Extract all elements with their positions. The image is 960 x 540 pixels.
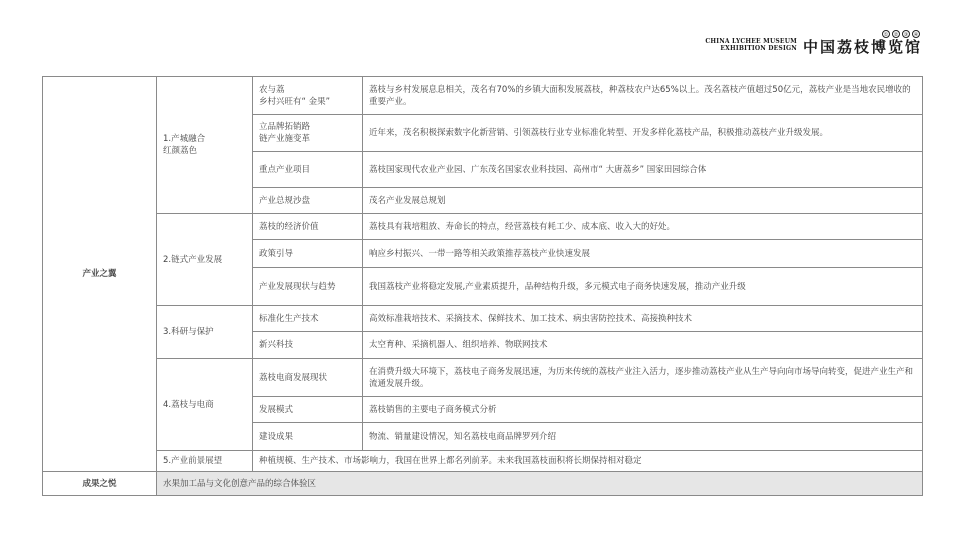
description-cell: 荔枝国家现代农业产业园、广东茂名国家农业科技园、高州市“ 大唐荔乡” 国家田园综合体 bbox=[363, 152, 923, 188]
table-row bbox=[43, 214, 923, 240]
group-label: 1.产城融合 红颜荔色 bbox=[157, 77, 253, 214]
logo-english-line2: EXHIBITION DESIGN bbox=[720, 45, 797, 52]
topic-cell: 标准化生产技术 bbox=[253, 306, 363, 332]
table-row bbox=[43, 472, 923, 496]
seal-icon: ① bbox=[883, 32, 889, 38]
description-cell: 我国荔枝产业将稳定发展,产业素质提升，品种结构升级，多元模式电子商务快速发展，推动产业升级 bbox=[363, 268, 923, 306]
topic-cell: 产业发展现状与趋势 bbox=[253, 268, 363, 306]
description-cell: 物流、销量建设情况，知名荔枝电商品牌罗列介绍 bbox=[363, 423, 923, 451]
group-label: 4.荔枝与电商 bbox=[157, 359, 253, 451]
topic-cell: 荔枝的经济价值 bbox=[253, 214, 363, 240]
table-row bbox=[43, 451, 923, 472]
description-cell: 太空育种、采摘机器人、组织培养、物联网技术 bbox=[363, 332, 923, 359]
topic-cell: 政策引导 bbox=[253, 240, 363, 268]
table-row bbox=[43, 359, 923, 397]
logo-seals bbox=[882, 30, 920, 38]
topic-cell: 农与荔 乡村兴旺有“ 金果” bbox=[253, 77, 363, 115]
description-cell: 荔枝具有栽培粗放、寿命长的特点，经营荔枝有耗工少、成本底、收入大的好处。 bbox=[363, 214, 923, 240]
seal-icon: ② bbox=[893, 32, 899, 38]
group-label: 2.链式产业发展 bbox=[157, 214, 253, 306]
description-cell: 水果加工品与文化创意产品的综合体验区 bbox=[157, 472, 923, 496]
description-cell: 响应乡村振兴、一带一路等相关政策推荐荔枝产业快速发展 bbox=[363, 240, 923, 268]
topic-cell: 新兴科技 bbox=[253, 332, 363, 359]
topic-cell: 重点产业项目 bbox=[253, 152, 363, 188]
section-title: 产业之翼 bbox=[43, 77, 157, 472]
logo-chinese: 中国荔枝博览馆 bbox=[802, 38, 922, 56]
topic-cell: 荔枝电商发展现状 bbox=[253, 359, 363, 397]
exhibition-outline-table bbox=[42, 76, 923, 496]
description-cell: 荔枝销售的主要电子商务模式分析 bbox=[363, 397, 923, 423]
museum-logo bbox=[705, 30, 922, 55]
section-title: 成果之悦 bbox=[43, 472, 157, 496]
description-cell: 茂名产业发展总规划 bbox=[363, 188, 923, 214]
topic-cell: 建设成果 bbox=[253, 423, 363, 451]
description-cell: 荔枝与乡村发展息息相关，茂名有70%的乡镇大面积发展荔枝，种荔枝农户达65%以上。茂名荔枝产值超过50亿元，荔枝产业是当地农民增收的重要产业。 bbox=[363, 77, 923, 115]
topic-cell: 产业总规沙盘 bbox=[253, 188, 363, 214]
logo-english bbox=[705, 38, 797, 52]
topic-cell: 发展模式 bbox=[253, 397, 363, 423]
seal-icon: ④ bbox=[913, 32, 919, 38]
table-row bbox=[43, 77, 923, 115]
group-label: 5.产业前景展望 bbox=[157, 451, 253, 472]
description-cell: 近年来，茂名积极探索数字化新营销、引领荔枝行业专业标准化转型、开发多样化荔枝产品，积极推动荔枝产业升级发展。 bbox=[363, 115, 923, 152]
group-label: 3.科研与保护 bbox=[157, 306, 253, 359]
seal-icon: ③ bbox=[903, 32, 909, 38]
description-cell: 高效标准栽培技术、采摘技术、保鲜技术、加工技术、病虫害防控技术、高接换种技术 bbox=[363, 306, 923, 332]
table-row bbox=[43, 306, 923, 332]
description-cell: 在消费升级大环境下，荔枝电子商务发展迅速，为历来传统的荔枝产业注入活力，逐步推动荔枝产业从生产导向向市场导向转变，促进产业生产和流通发展升级。 bbox=[363, 359, 923, 397]
description-cell: 种植规模、生产技术、市场影响力，我国在世界上都名列前茅。未来我国荔枝面积将长期保持相对稳定 bbox=[253, 451, 923, 472]
topic-cell: 立品牌拓销路 链产业施变革 bbox=[253, 115, 363, 152]
logo-english-line1: CHINA LYCHEE MUSEUM bbox=[705, 38, 797, 45]
